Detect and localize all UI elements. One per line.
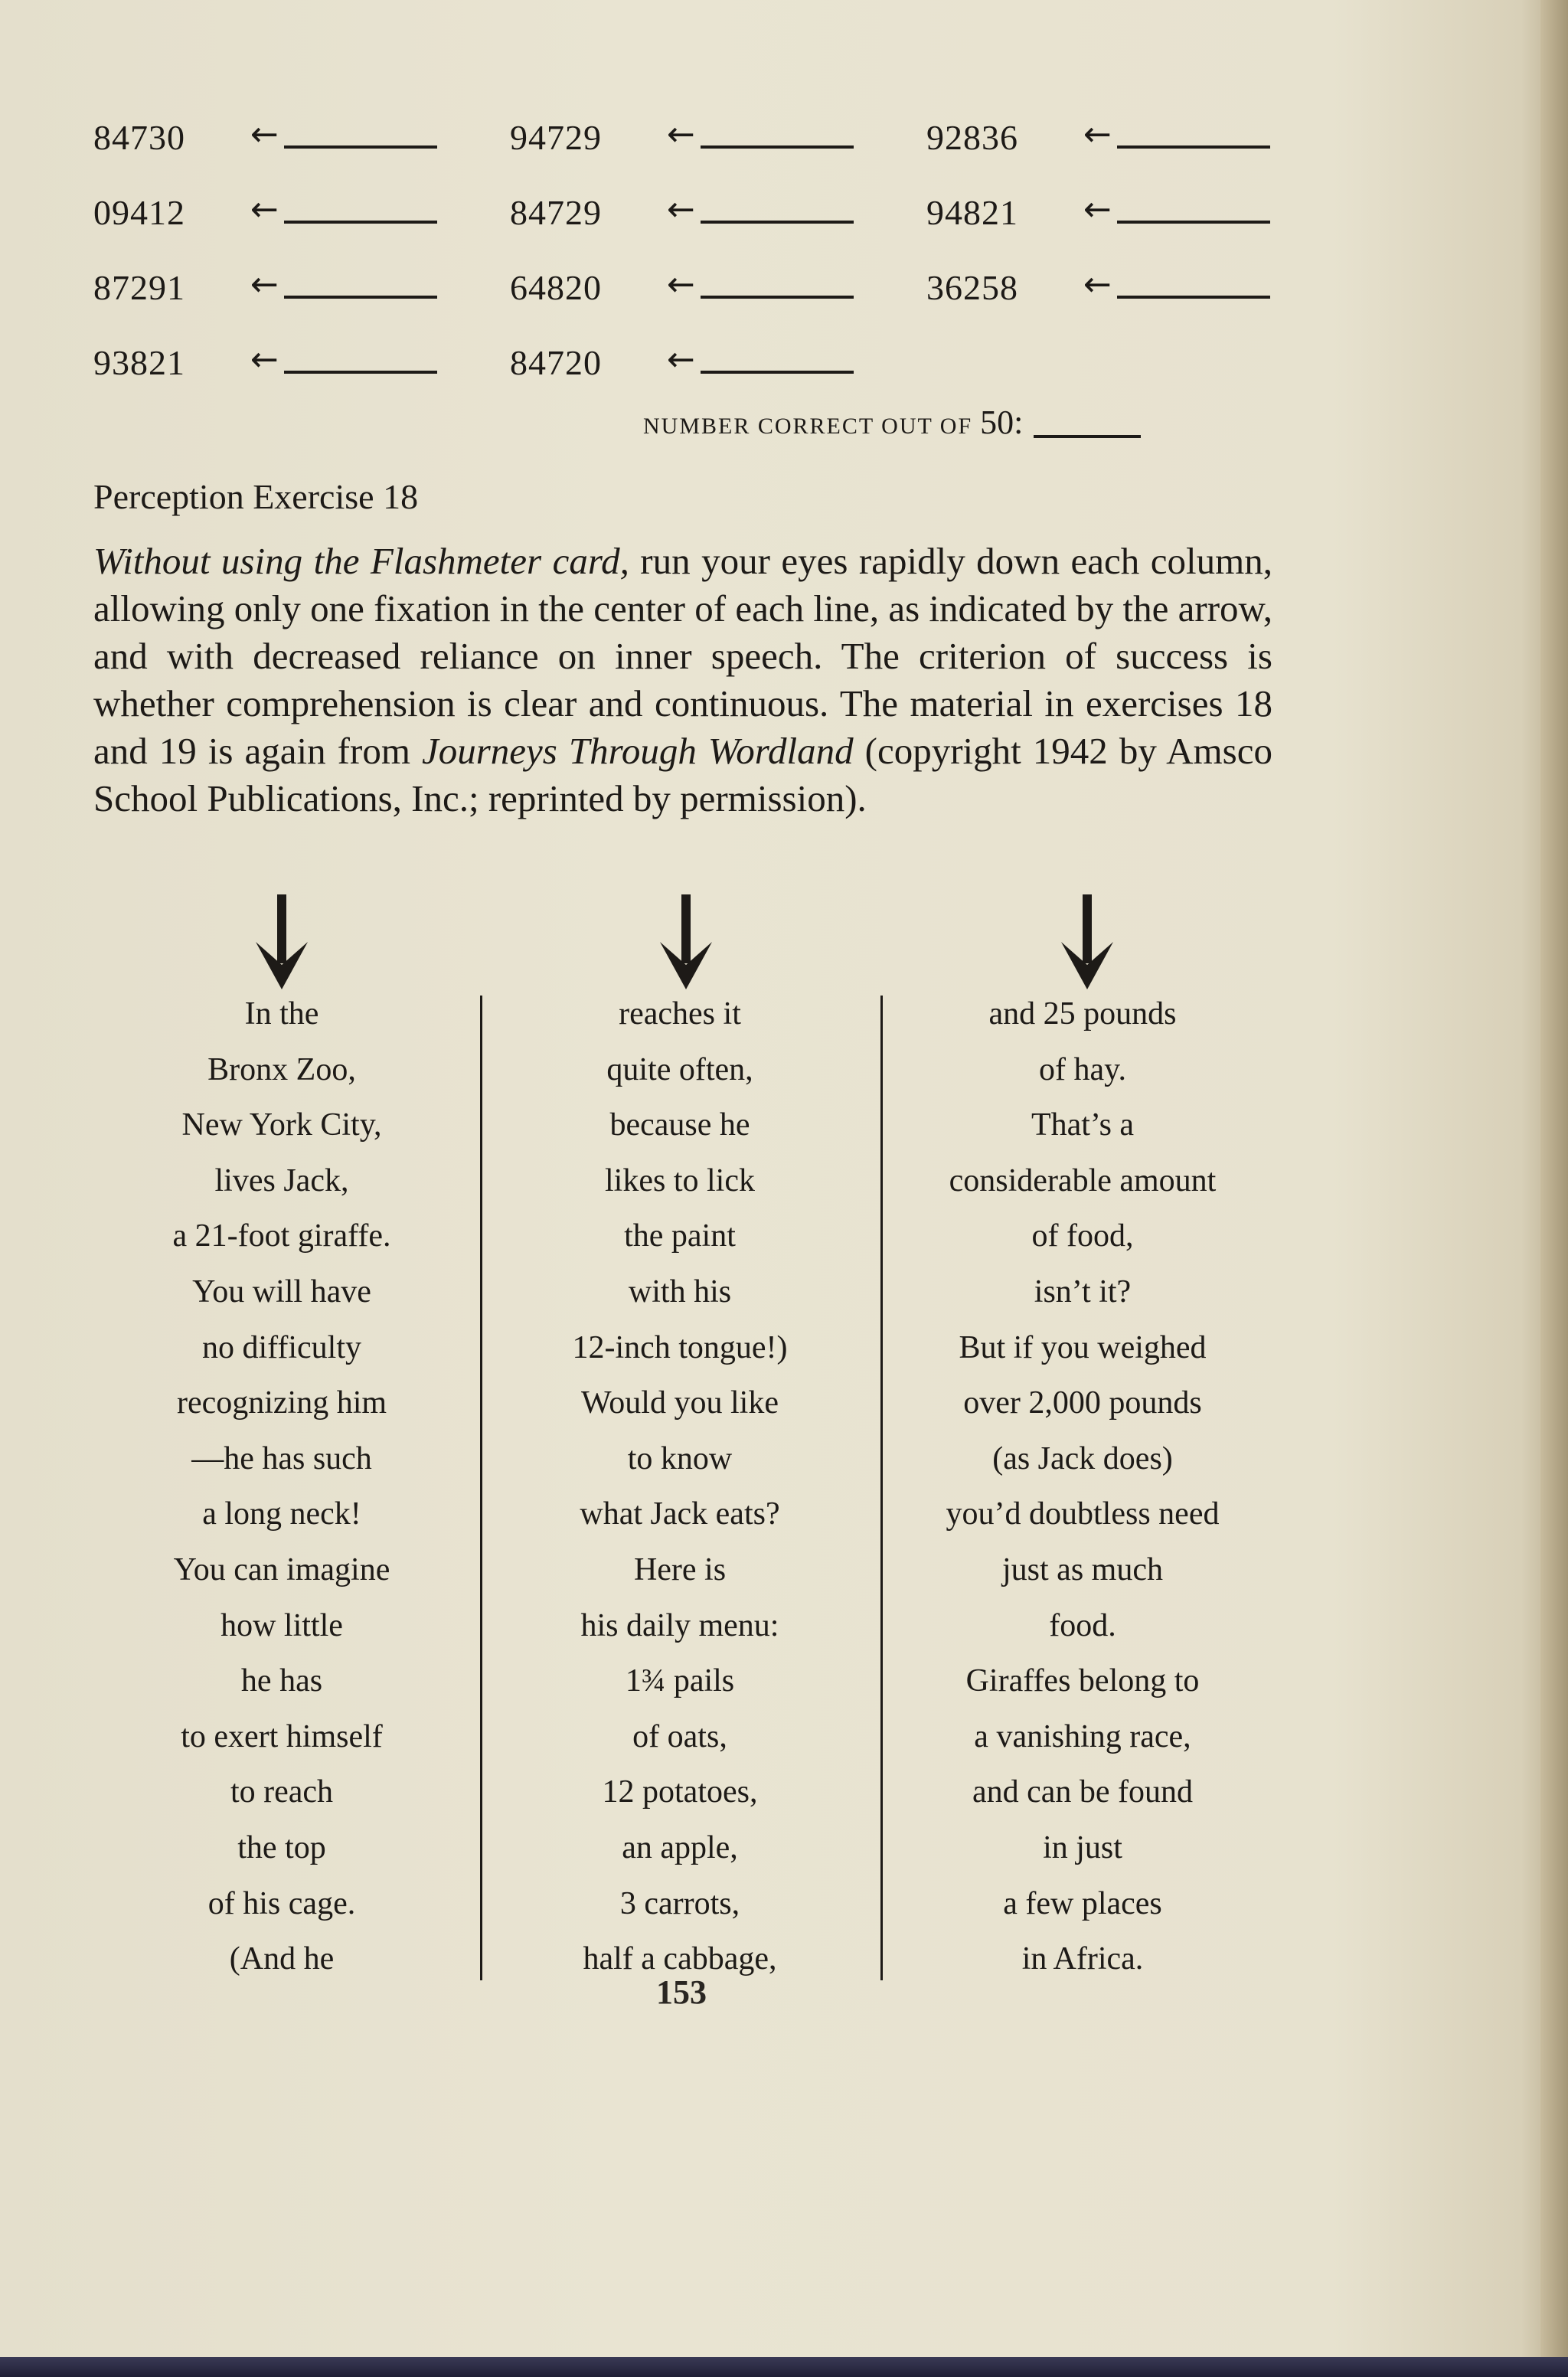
answer-blank[interactable] (250, 263, 442, 312)
drill-item (926, 263, 1275, 338)
answer-blank[interactable] (250, 188, 442, 237)
instructions-emphasis: Without using the Flashmeter card, (93, 540, 629, 582)
instructions-paragraph (93, 538, 1272, 822)
phrase-line: and can be found (972, 1774, 1194, 1810)
phrase-line: a vanishing race, (974, 1718, 1191, 1754)
down-arrow-icon (251, 894, 312, 989)
phrase-line: Bronx Zoo, (207, 1051, 356, 1087)
phrase-line: a 21-foot giraffe. (172, 1218, 391, 1254)
phrase-line: But if you weighed (959, 1329, 1207, 1365)
answer-line (701, 221, 854, 224)
column-divider (880, 996, 883, 1980)
exercise-title: Perception Exercise 18 (93, 477, 419, 516)
left-arrow-icon: ← (1083, 265, 1112, 304)
drill-number: 84729 (510, 193, 602, 232)
phrase-line: to exert himself (181, 1718, 383, 1754)
phrase-line: likes to lick (605, 1162, 755, 1198)
answer-blank[interactable] (667, 338, 858, 387)
book-spine-edge (1540, 0, 1568, 2357)
phrase-line: Would you like (581, 1385, 779, 1421)
answer-line (284, 371, 437, 374)
answer-line (1117, 145, 1270, 149)
drill-column-2 (510, 113, 858, 414)
drill-item (510, 188, 858, 263)
drill-item (93, 188, 442, 263)
drill-column-1 (93, 113, 442, 414)
answer-line (284, 145, 437, 149)
scan-bottom-edge (0, 2357, 1568, 2377)
reading-column-1 (90, 989, 473, 1990)
phrase-line: 3 carrots, (619, 1885, 740, 1921)
left-arrow-icon: ← (250, 115, 279, 154)
answer-blank[interactable] (1083, 113, 1275, 162)
phrase-line: because he (609, 1107, 750, 1143)
score-blank[interactable] (1034, 435, 1141, 438)
drill-item (93, 263, 442, 338)
page-number: 153 (656, 1973, 707, 2011)
phrase-line: of oats, (632, 1718, 727, 1754)
phrase-line: and 25 pounds (988, 996, 1177, 1032)
drill-number: 84720 (510, 343, 602, 382)
phrase-line: just as much (1002, 1551, 1163, 1587)
phrase-line: That’s a (1031, 1107, 1135, 1143)
phrase-line: to reach (230, 1774, 334, 1810)
phrase-line: (as Jack does) (992, 1440, 1173, 1476)
phrase-line: food. (1049, 1607, 1116, 1643)
drill-item (93, 113, 442, 188)
reading-column-2 (488, 989, 871, 1990)
drill-number: 94729 (510, 118, 602, 157)
phrase-line: 1¾ pails (625, 1663, 735, 1699)
phrase-line: he has (240, 1663, 323, 1699)
phrase-line: In the (244, 996, 319, 1032)
drill-item (926, 113, 1275, 188)
answer-line (701, 296, 854, 299)
left-arrow-icon: ← (667, 265, 695, 304)
phrase-line: (And he (229, 1941, 335, 1977)
answer-line (1117, 296, 1270, 299)
phrase-line: 12-inch tongue!) (572, 1329, 788, 1365)
drill-number: 93821 (93, 343, 185, 382)
answer-line (1117, 221, 1270, 224)
left-arrow-icon: ← (667, 115, 695, 154)
drill-number: 84730 (93, 118, 185, 157)
left-arrow-icon: ← (667, 340, 695, 379)
answer-blank[interactable] (250, 113, 442, 162)
answer-blank[interactable] (1083, 263, 1275, 312)
left-arrow-icon: ← (250, 340, 279, 379)
phrase-line: the top (237, 1829, 326, 1865)
left-arrow-icon: ← (1083, 190, 1112, 229)
drill-number: 87291 (93, 268, 185, 307)
phrase-line: his daily menu: (580, 1607, 779, 1643)
down-arrow-icon (655, 894, 717, 989)
phrase-line: with his (628, 1274, 732, 1309)
instructions-text: run your eyes rapidly down each column, allowing only one fixation in the center of each line, as indicated by the arrow, and with decreased reliance on inner speech. The criterion of success is whether comprehension is clear and continuous. The material in exercises 18 and 19 is again from (93, 540, 1272, 772)
drill-number: 09412 (93, 193, 185, 232)
phrase-line: recognizing him (176, 1385, 387, 1421)
reading-column-3 (891, 989, 1274, 1990)
drill-item (510, 113, 858, 188)
drill-number: 94821 (926, 193, 1018, 232)
phrase-line: considerable amount (949, 1162, 1217, 1198)
answer-line (701, 371, 854, 374)
phrase-line: lives Jack, (214, 1162, 349, 1198)
answer-blank[interactable] (667, 188, 858, 237)
score-line (643, 403, 1141, 449)
phrase-line: of hay. (1039, 1051, 1126, 1087)
phrase-line: 12 potatoes, (602, 1774, 758, 1810)
phrase-line: of his cage. (207, 1885, 356, 1921)
drill-number: 64820 (510, 268, 602, 307)
phrase-line: no difficulty (201, 1329, 362, 1365)
drill-number: 36258 (926, 268, 1018, 307)
score-total: 50: (980, 404, 1024, 441)
phrase-line: in just (1043, 1829, 1122, 1865)
drill-item (926, 188, 1275, 263)
column-divider (480, 996, 482, 1980)
phrase-line: of food, (1031, 1218, 1134, 1254)
book-title: Journeys Through Wordland (421, 730, 854, 772)
answer-blank[interactable] (1083, 188, 1275, 237)
phrase-line: —he has such (191, 1440, 372, 1476)
phrase-line: half a cabbage, (583, 1941, 777, 1977)
score-label: NUMBER CORRECT OUT OF (643, 414, 973, 439)
phrase-line: over 2,000 pounds (963, 1385, 1202, 1421)
drill-number: 92836 (926, 118, 1018, 157)
phrase-line: what Jack eats? (580, 1496, 780, 1532)
left-arrow-icon: ← (1083, 115, 1112, 154)
phrase-line: Here is (633, 1551, 727, 1587)
drill-item (510, 263, 858, 338)
phrase-line: You will have (192, 1274, 371, 1309)
answer-blank[interactable] (667, 263, 858, 312)
down-arrow-icon (1057, 894, 1118, 989)
phrase-line: isn’t it? (1034, 1274, 1132, 1309)
phrase-line: you’d doubtless need (946, 1496, 1220, 1532)
answer-line (284, 296, 437, 299)
phrase-line: quite often, (606, 1051, 753, 1087)
phrase-line: the paint (624, 1218, 736, 1254)
phrase-line: a long neck! (202, 1496, 361, 1532)
answer-blank[interactable] (667, 113, 858, 162)
phrase-line: to know (627, 1440, 733, 1476)
phrase-line: Giraffes belong to (965, 1663, 1200, 1699)
answer-line (284, 221, 437, 224)
drill-item (93, 338, 442, 414)
left-arrow-icon: ← (250, 265, 279, 304)
phrase-line: a few places (1003, 1885, 1162, 1921)
left-arrow-icon: ← (250, 190, 279, 229)
answer-blank[interactable] (250, 338, 442, 387)
phrase-line: in Africa. (1021, 1941, 1144, 1977)
drill-column-3 (926, 113, 1275, 338)
phrase-line: New York City, (181, 1107, 382, 1143)
phrase-line: You can imagine (173, 1551, 390, 1587)
phrase-line: an apple, (622, 1829, 738, 1865)
instructions-text: (copyright 1942 by Amsco School Publications, Inc.; reprinted by permission). (93, 730, 1272, 819)
answer-line (701, 145, 854, 149)
left-arrow-icon: ← (667, 190, 695, 229)
phrase-line: how little (220, 1607, 343, 1643)
phrase-line: reaches it (619, 996, 741, 1032)
